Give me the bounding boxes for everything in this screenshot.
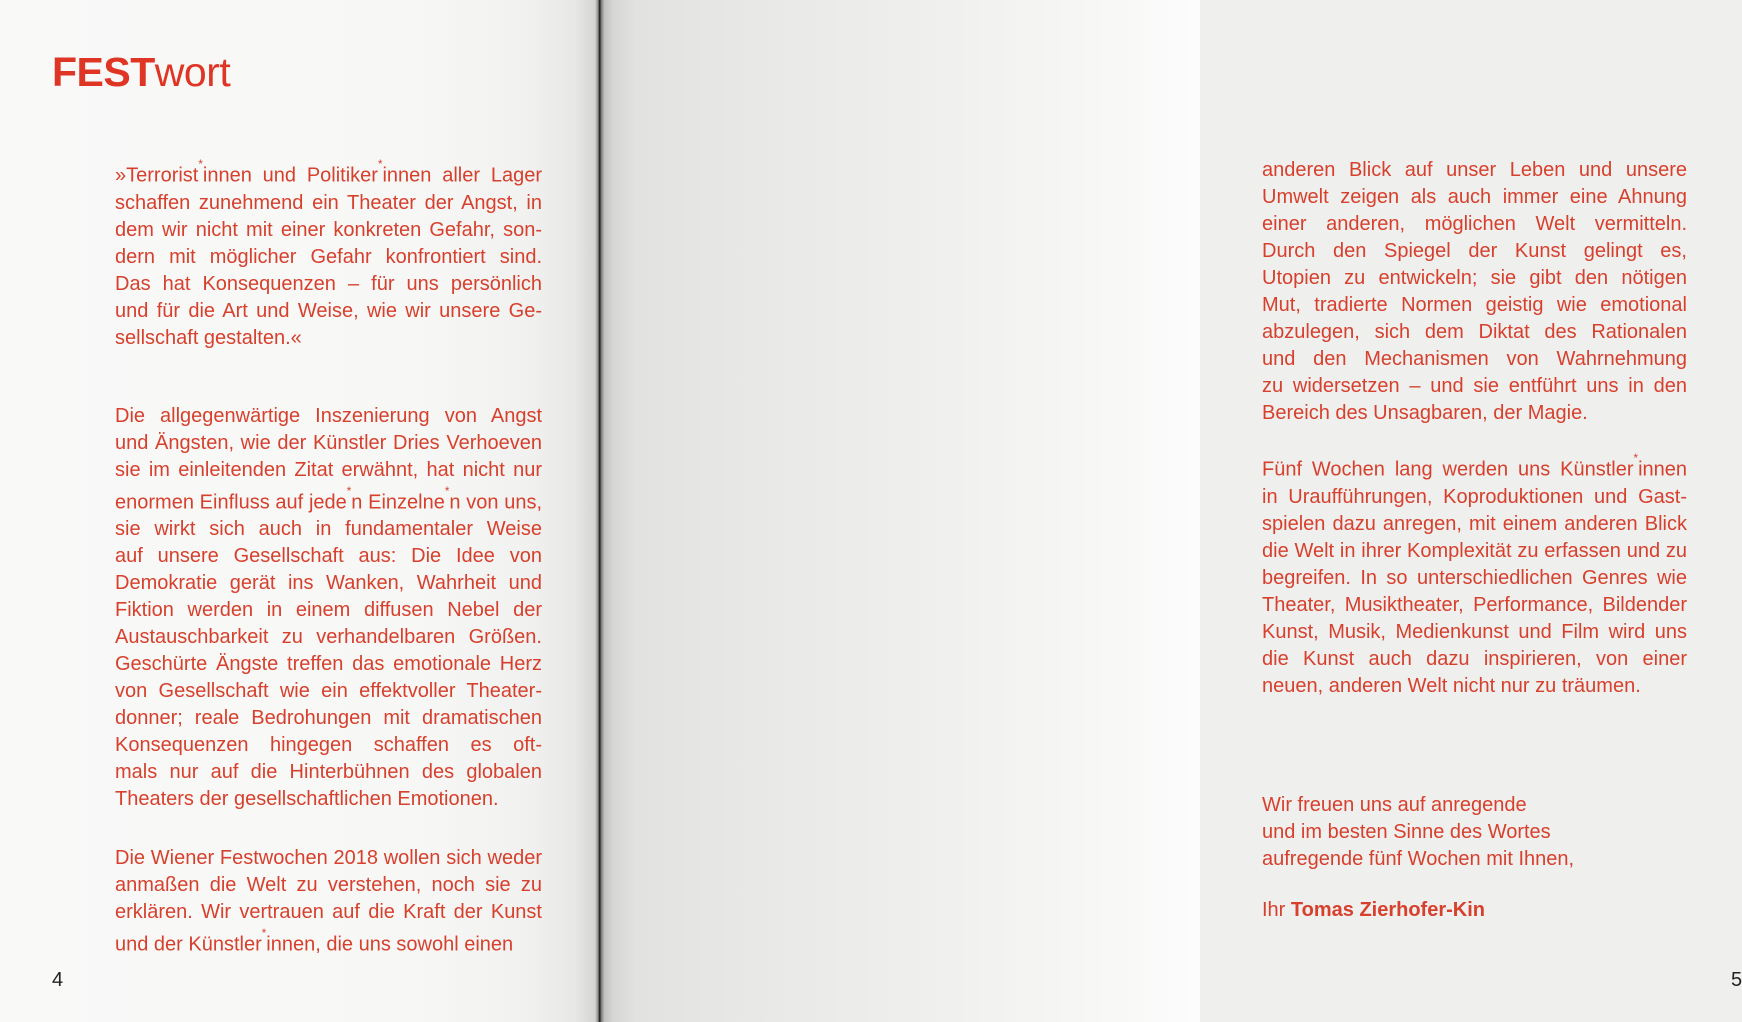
text-line: Mut, tradierte Normen geistig wie emotional (1262, 294, 1687, 316)
paragraph (1262, 157, 1687, 427)
text-line: enormen Einfluss auf jede*n Einzelne*n von uns, (115, 484, 542, 514)
text-line: Konsequenzen hingegen schaffen es oft- (115, 734, 542, 757)
text-line: »Terrorist*innen und Politiker*innen aller Lager (115, 157, 542, 187)
paragraph (115, 845, 542, 959)
text-line: und für die Art und Weise, wie wir unsere Ge- (115, 299, 542, 322)
text-line: Demokratie gerät ins Wanken, Wahrheit und (115, 572, 542, 595)
text-line: zu widersetzen – und sie entführt uns in den (1262, 375, 1687, 397)
title-bold-part: FEST (52, 49, 155, 95)
text-line: spielen dazu anregen, mit einem anderen Blick (1262, 512, 1687, 535)
paragraph (1262, 792, 1687, 873)
paragraph (1262, 897, 1687, 924)
text-line: Kunst, Musik, Medienkunst und Film wird uns (1262, 620, 1687, 643)
paragraph (115, 403, 542, 814)
text-line: Die allgegenwärtige Inszenierung von Angst (115, 404, 542, 427)
text-line: neuen, anderen Welt nicht nur zu träumen. (1262, 674, 1641, 697)
text-line: Fünf Wochen lang werden uns Künstler*innen (1262, 451, 1687, 481)
text-line: sie wirkt sich auch in fundamentaler Weise (115, 518, 542, 541)
text-line: Bereich des Unsagbaren, der Magie. (1262, 402, 1588, 424)
text-line: einer anderen, möglichen Welt vermitteln. (1262, 213, 1687, 235)
text-line: Durch den Spiegel der Kunst gelingt es, (1262, 240, 1687, 262)
page-number-right: 5 (1731, 969, 1742, 991)
page-number-left: 4 (52, 969, 64, 991)
text-line: Die Wiener Festwochen 2018 wollen sich weder (115, 847, 542, 870)
page-right (600, 0, 1742, 1022)
binding-gutter (595, 0, 604, 1022)
text-line: anmaßen die Welt zu verstehen, noch sie zu (115, 874, 542, 897)
paragraph (1262, 451, 1687, 700)
text-line: die Kunst auch dazu inspirieren, von einer (1262, 647, 1687, 670)
text-line: donner; reale Bedrohungen mit dramatischen (115, 707, 542, 730)
text-line: die Welt in ihrer Komplexität zu erfassen und zu (1262, 539, 1687, 562)
text-line: Utopien zu entwickeln; sie gibt den nötigen (1262, 267, 1687, 289)
text-line: Fiktion werden in einem diffusen Nebel der (115, 599, 542, 622)
text-line: sie im einleitenden Zitat erwähnt, hat nicht nur (115, 458, 542, 481)
page-left (0, 0, 600, 1022)
text-line: mals nur auf die Hinterbühnen des globalen (115, 761, 542, 784)
text-line: dern mit möglicher Gefahr konfrontiert sind. (115, 245, 542, 268)
text-line: Das hat Konsequenzen – für uns persönlich (115, 272, 542, 295)
text-line: Austauschbarkeit zu verhandelbaren Größen. (115, 626, 542, 649)
text-line: und der Künstler*innen, die uns sowohl einen (115, 927, 514, 956)
text-line: auf unsere Gesellschaft aus: Die Idee von (115, 545, 542, 568)
text-line: und Ängsten, wie der Künstler Dries Verhoeven (115, 431, 542, 454)
text-line: von Gesellschaft wie ein effektvoller Theater- (115, 680, 542, 703)
text-line: und den Mechanismen von Wahrnehmung (1262, 348, 1687, 370)
text-line: schaffen zunehmend ein Theater der Angst, in (115, 191, 542, 214)
paragraph (115, 157, 542, 352)
title-regular-part: wort (154, 49, 231, 95)
text-line: und im besten Sinne des Wortes (1262, 820, 1551, 843)
text-line: begreifen. In so unterschiedlichen Genres wie (1262, 566, 1687, 589)
text-line: in Uraufführungen, Koproduktionen und Gast- (1262, 485, 1687, 508)
text-line: dem wir nicht mit einer konkreten Gefahr, son- (115, 218, 542, 241)
text-line: Theater, Musiktheater, Performance, Bildender (1262, 593, 1687, 616)
text-line: Wir freuen uns auf anregende (1262, 793, 1527, 816)
left-text-column (115, 157, 542, 959)
text-line: Ihr Tomas Zierhofer-Kin (1262, 898, 1485, 921)
text-line: erklären. Wir vertrauen auf die Kraft der Kunst (115, 901, 542, 924)
text-line: aufregende fünf Wochen mit Ihnen, (1262, 847, 1575, 870)
page-title (52, 49, 231, 95)
text-line: abzulegen, sich dem Diktat des Rationalen (1262, 321, 1687, 343)
text-line: sellschaft gestalten.« (115, 326, 302, 349)
right-text-column (1262, 157, 1687, 924)
text-line: anderen Blick auf unser Leben und unsere (1262, 159, 1687, 181)
text-line: Geschürte Ängste treffen das emotionale Herz (115, 653, 542, 676)
text-line: Umwelt zeigen als auch immer eine Ahnung (1262, 186, 1687, 208)
text-line: Theaters der gesellschaftlichen Emotionen. (115, 788, 499, 811)
